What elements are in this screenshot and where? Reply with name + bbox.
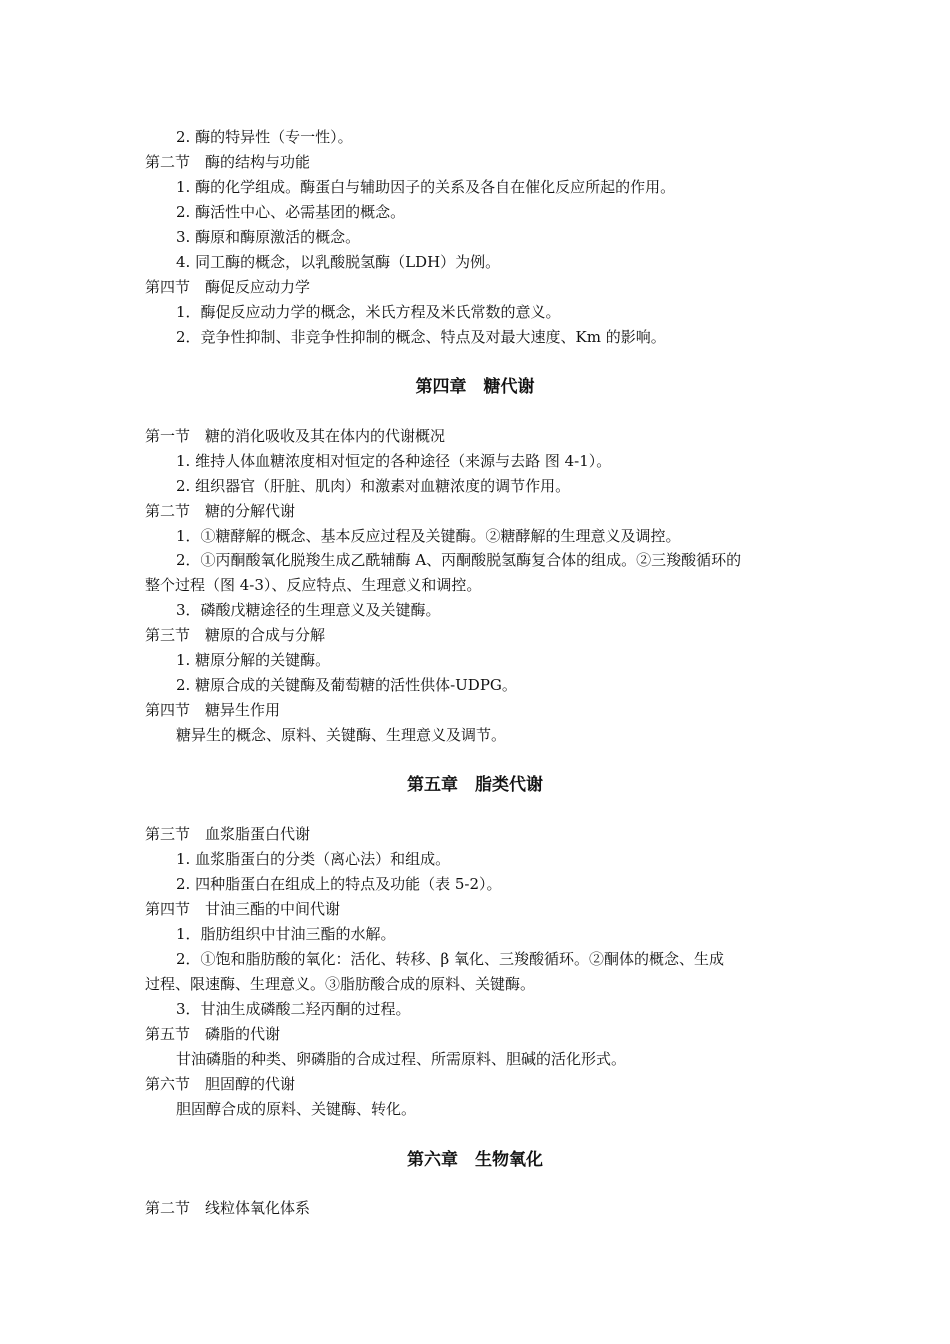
item-line: 2．竞争性抑制、非竞争性抑制的概念、特点及对最大速度、Km 的影响。 bbox=[176, 328, 666, 346]
section-heading: 第三节 糖原的合成与分解 bbox=[145, 626, 326, 644]
section-heading: 第四节 酶促反应动力学 bbox=[145, 278, 311, 296]
item-line: 1．脂肪组织中甘油三酯的水解。 bbox=[176, 925, 396, 943]
item-line: 2．①丙酮酸氧化脱羧生成乙酰辅酶 A、丙酮酸脱氢酶复合体的组成。②三羧酸循环的 bbox=[176, 551, 742, 569]
section-heading: 第二节 酶的结构与功能 bbox=[145, 153, 311, 171]
chapter-title: 第五章 脂类代谢 bbox=[407, 775, 543, 795]
item-line: 3．磷酸戊糖途径的生理意义及关键酶。 bbox=[176, 601, 441, 619]
item-line: 2. 组织器官（肝脏、肌肉）和激素对血糖浓度的调节作用。 bbox=[176, 477, 571, 495]
item-line: 1. 维持人体血糖浓度相对恒定的各种途径（来源与去路 图 4-1）。 bbox=[176, 452, 612, 470]
section-heading: 第四节 糖异生作用 bbox=[145, 701, 281, 719]
item-line: 1. 血浆脂蛋白的分类（离心法）和组成。 bbox=[176, 850, 451, 868]
item-line: 1．①糖酵解的概念、基本反应过程及关键酶。②糖酵解的生理意义及调控。 bbox=[176, 527, 681, 545]
section-heading: 第一节 糖的消化吸收及其在体内的代谢概况 bbox=[145, 427, 446, 445]
section-heading: 第四节 甘油三酯的中间代谢 bbox=[145, 900, 341, 918]
item-continuation: 整个过程（图 4-3）、反应特点、生理意义和调控。 bbox=[145, 576, 482, 594]
item-line: 1．酶促反应动力学的概念，米氏方程及米氏常数的意义。 bbox=[176, 303, 561, 321]
item-continuation: 过程、限速酶、生理意义。③脂肪酸合成的原料、关键酶。 bbox=[145, 975, 536, 993]
section-heading: 第二节 线粒体氧化体系 bbox=[145, 1199, 311, 1217]
item-line: 2. 四种脂蛋白在组成上的特点及功能（表 5-2）。 bbox=[176, 875, 502, 893]
item-line: 2. 酶活性中心、必需基团的概念。 bbox=[176, 203, 406, 221]
item-line: 4. 同工酶的概念，以乳酸脱氢酶（LDH）为例。 bbox=[176, 253, 501, 271]
chapter-title: 第四章 糖代谢 bbox=[415, 377, 535, 397]
item-line: 糖异生的概念、原料、关键酶、生理意义及调节。 bbox=[176, 726, 507, 744]
item-line: 2. 糖原合成的关键酶及葡萄糖的活性供体-UDPG。 bbox=[176, 676, 517, 694]
item-line: 胆固醇合成的原料、关键酶、转化。 bbox=[176, 1100, 417, 1118]
item-line: 2. 酶的特异性（专一性）。 bbox=[176, 128, 353, 146]
item-line: 2．①饱和脂肪酸的氧化：活化、转移、β 氧化、三羧酸循环。②酮体的概念、生成 bbox=[176, 950, 724, 968]
item-line: 1. 糖原分解的关键酶。 bbox=[176, 651, 331, 669]
item-line: 甘油磷脂的种类、卵磷脂的合成过程、所需原料、胆碱的活化形式。 bbox=[176, 1050, 627, 1068]
item-line: 3．甘油生成磷酸二羟丙酮的过程。 bbox=[176, 1000, 411, 1018]
section-heading: 第二节 糖的分解代谢 bbox=[145, 502, 296, 520]
section-heading: 第五节 磷脂的代谢 bbox=[145, 1025, 281, 1043]
section-heading: 第六节 胆固醇的代谢 bbox=[145, 1075, 296, 1093]
item-line: 3. 酶原和酶原激活的概念。 bbox=[176, 228, 361, 246]
chapter-title: 第六章 生物氧化 bbox=[407, 1150, 543, 1170]
item-line: 1. 酶的化学组成。酶蛋白与辅助因子的关系及各自在催化反应所起的作用。 bbox=[176, 178, 676, 196]
section-heading: 第三节 血浆脂蛋白代谢 bbox=[145, 825, 311, 843]
